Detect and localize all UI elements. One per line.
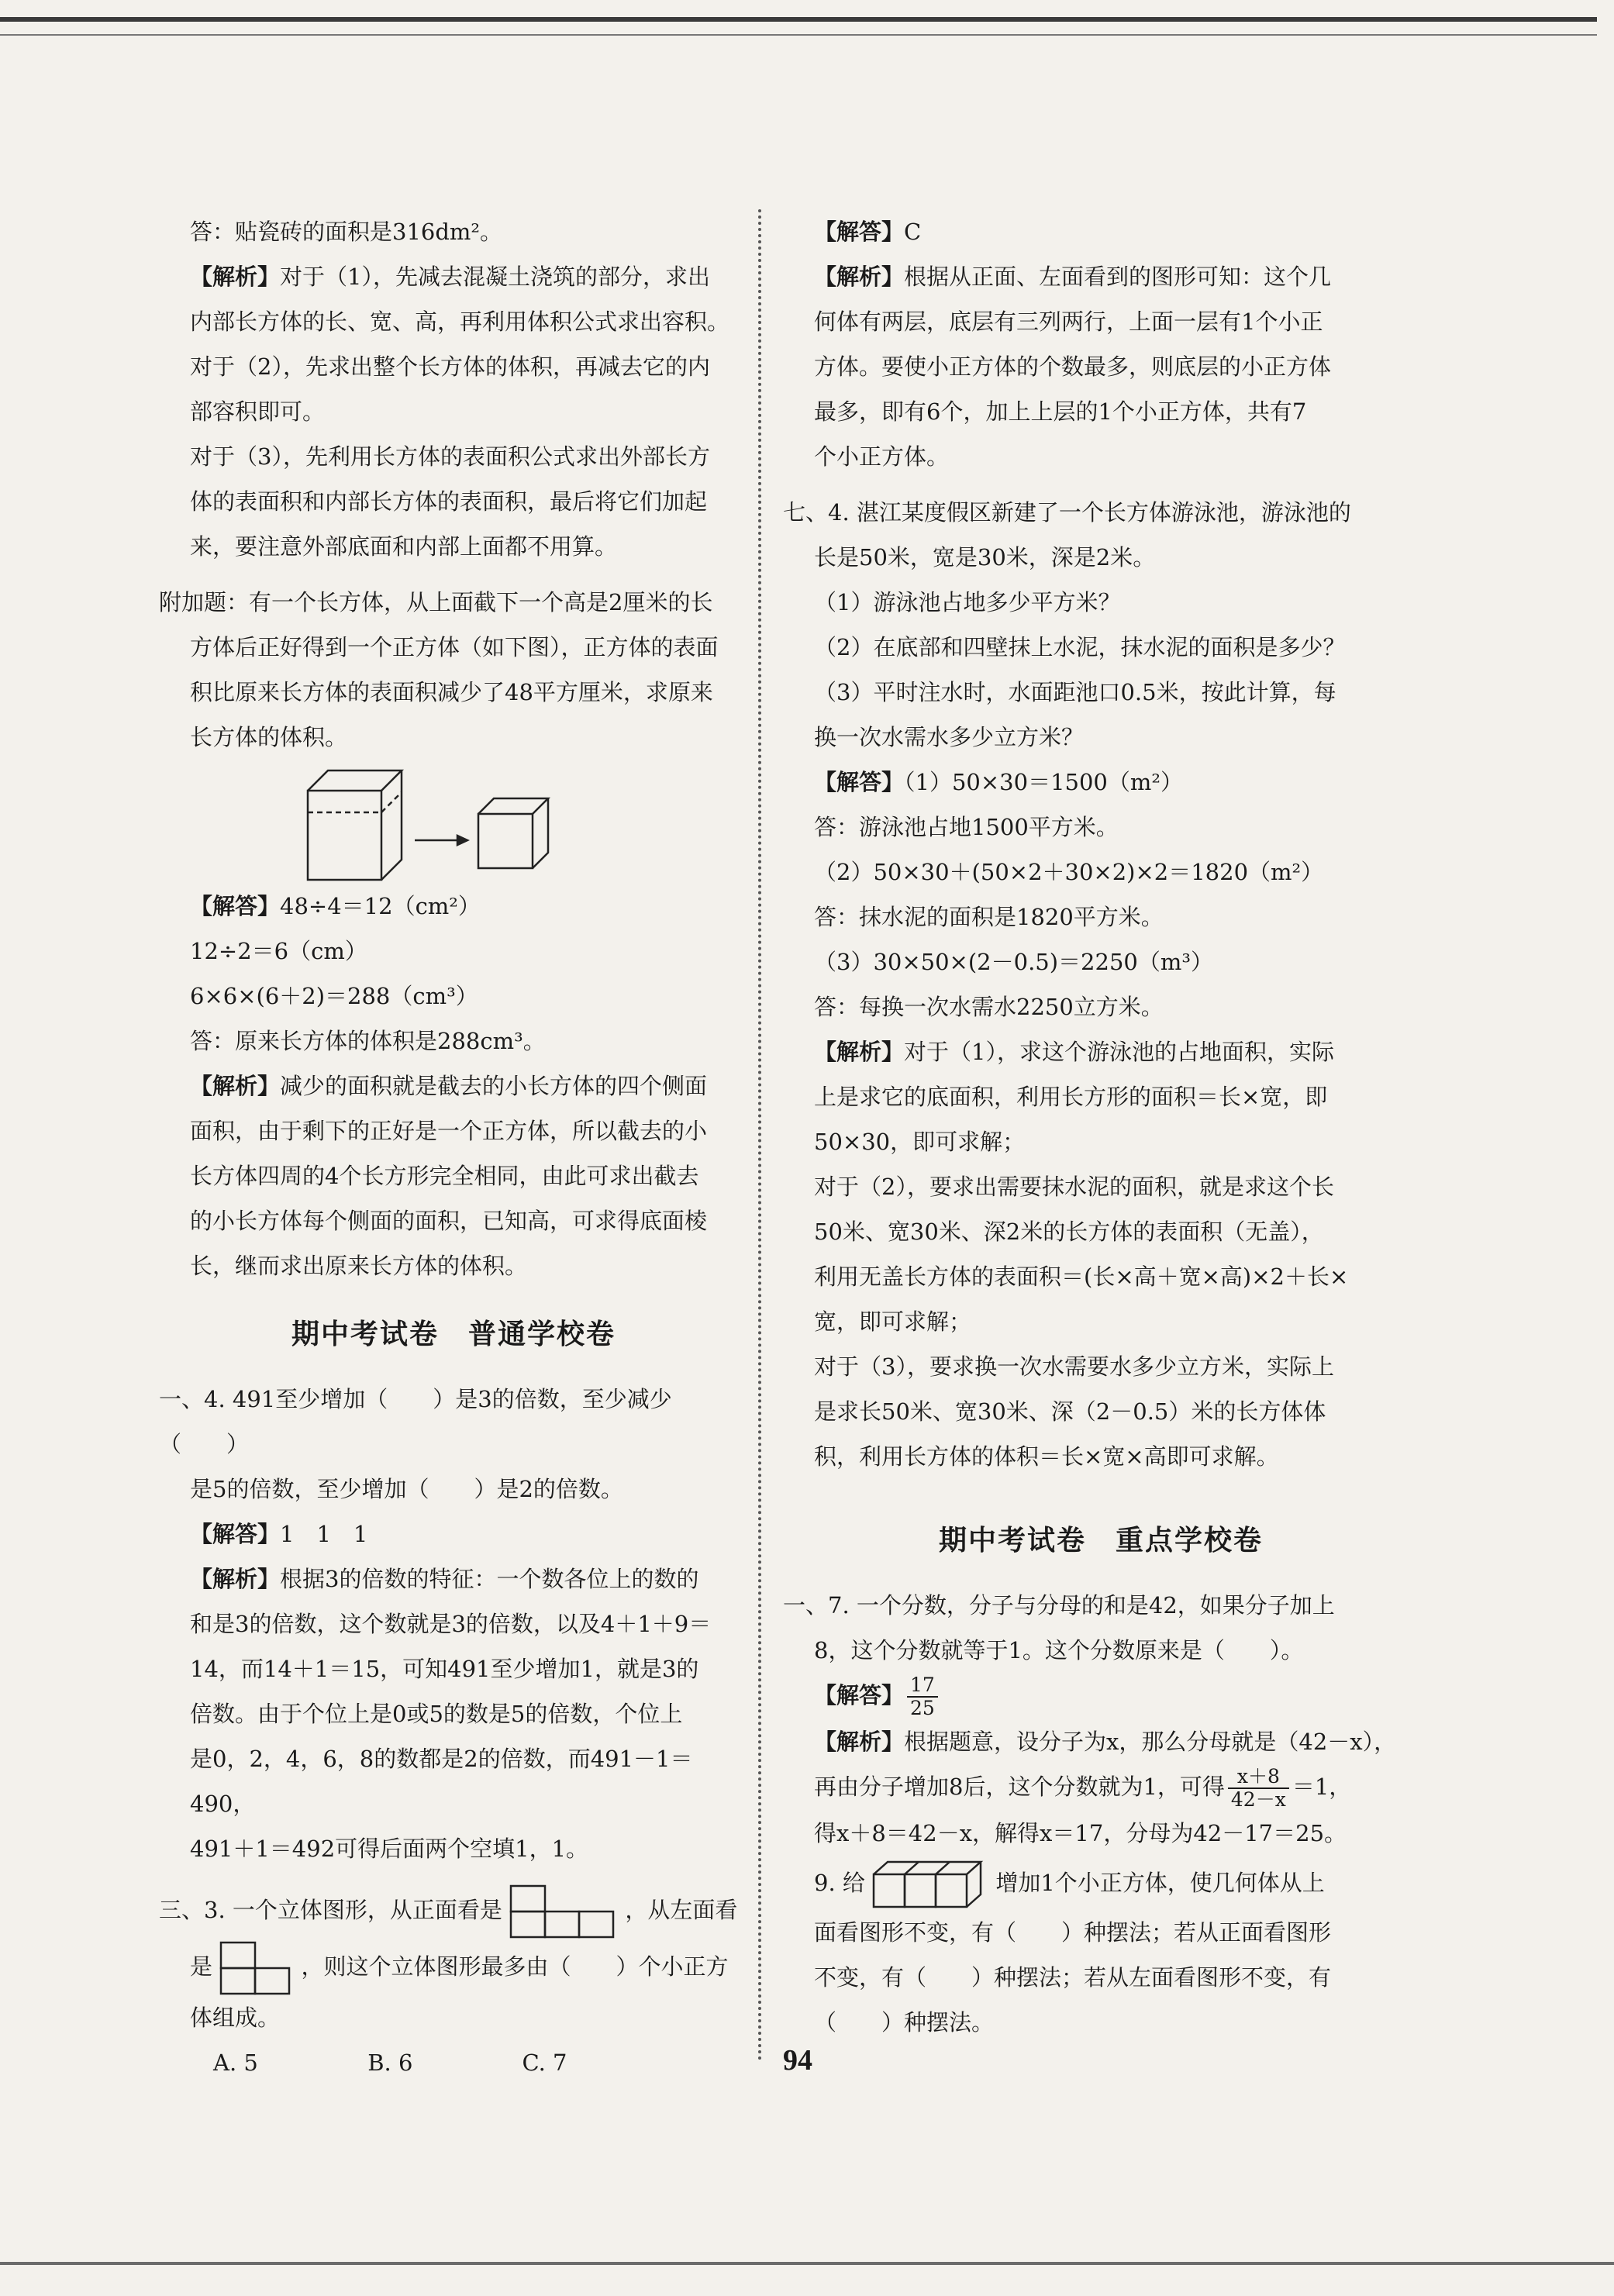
text-line: 和是3的倍数，这个数就是3的倍数，以及4＋1＋9＝	[190, 1611, 712, 1637]
text: 增加1个小正方体，使几何体从上	[995, 1870, 1325, 1896]
text-line: 利用无盖长方体的表面积＝(长×高＋宽×高)×2＋长×	[814, 1263, 1349, 1290]
text: （1）50×30＝1500（m²）	[904, 769, 1183, 795]
solution-paragraph	[783, 760, 1419, 805]
text-line: 部容积即可。	[190, 398, 326, 425]
text-line: 对于（3），要求换一次水需要水多少立方米，实际上	[814, 1353, 1334, 1380]
right-column	[783, 209, 1419, 2045]
options	[159, 2040, 748, 2085]
text-line: 50×30，即可求解；	[814, 1129, 1026, 1155]
equation-line: （3）30×50×(2－0.5)＝2250（m³）	[814, 949, 1213, 975]
text-line: 体的表面积和内部长方体的表面积，最后将它们加起	[190, 488, 708, 515]
text: 根据题意，设分子为x，那么分母就是（42－x），	[904, 1729, 1397, 1755]
question-line: 长是50米，宽是30米，深是2米。	[814, 544, 1156, 571]
text: 根据3的倍数的特征：一个数各位上的数的	[280, 1566, 699, 1592]
question-line: 一、4. 491至少增加（ ）是3的倍数，至少减少（ ）	[159, 1386, 672, 1457]
text-line: 个小正方体。	[814, 443, 950, 470]
text-line: 积，利用长方体的体积＝长×宽×高即可求解。	[814, 1443, 1279, 1470]
analysis-paragraph	[159, 1557, 748, 1601]
question-line: 8，这个分数就等于1。这个分数原来是（ ）。	[814, 1637, 1304, 1663]
question-line	[783, 1856, 1419, 1910]
text: 根据从正面、左面看到的图形可知：这个几	[904, 264, 1332, 290]
answer-line: 答：抹水泥的面积是1820平方米。	[814, 904, 1164, 930]
analysis-paragraph	[159, 1064, 748, 1108]
text-line: 对于（3），先利用长方体的表面积公式求出外部长方	[190, 443, 710, 470]
section-title: 期中考试卷 普通学校卷	[291, 1319, 616, 1350]
analysis-tag: 【解析】	[190, 1073, 281, 1099]
text-line: 方体后正好得到一个正方体（如下图），正方体的表面	[190, 634, 719, 660]
analysis-tag: 【解析】	[814, 1729, 905, 1755]
solution-tag: 【解答】	[814, 769, 905, 795]
left-view-figure	[219, 1941, 294, 1995]
text-line: 14，而14＋1＝15，可知491至少增加1，就是3的	[190, 1656, 699, 1682]
solution-paragraph	[159, 1512, 748, 1557]
cuboid-to-cube-diagram	[306, 767, 554, 884]
block-row-figure	[872, 1859, 988, 1910]
text-line: 的小长方体每个侧面的面积，已知高，可求得底面棱	[190, 1208, 708, 1234]
text-line	[783, 1764, 1419, 1811]
question-line: （2）在底部和四壁抹上水泥，抹水泥的面积是多少？	[814, 634, 1346, 660]
text: 是	[190, 1953, 213, 1980]
front-view-figure	[509, 1884, 618, 1939]
text-line: 50米、宽30米、深2米的长方体的表面积（无盖），	[814, 1219, 1324, 1245]
bottom-rule	[0, 2262, 1614, 2265]
text: 对于（1），先减去混凝土浇筑的部分，求出	[280, 264, 710, 290]
cuboid-to-cube-figure	[306, 767, 748, 884]
answer-line: 答：每换一次水需水2250立方米。	[814, 994, 1164, 1020]
question-line: 体组成。	[190, 2005, 281, 2031]
text: ＝1，	[1292, 1774, 1352, 1800]
text: C	[904, 219, 922, 245]
question-line	[159, 1882, 748, 1939]
solution-tag: 【解答】	[814, 219, 905, 245]
text: ，则这个立体图形最多由（ ）个小正方	[301, 1953, 729, 1980]
equation-line: 12÷2＝6（cm）	[190, 938, 367, 964]
analysis-tag: 【解析】	[814, 264, 905, 290]
fraction-denominator: 42－x	[1230, 1788, 1286, 1811]
left-column	[159, 209, 748, 2085]
analysis-tag: 【解析】	[814, 1039, 905, 1065]
answer-line: 答：贴瓷砖的面积是316dm²。	[190, 219, 503, 245]
solution-tag: 【解答】	[190, 893, 281, 919]
answer-line: 答：原来长方体的体积是288cm³。	[190, 1028, 546, 1054]
text-line: 上是求它的底面积，利用长方形的面积＝长×宽，即	[814, 1084, 1328, 1110]
question-line	[159, 1939, 748, 1995]
text: 再由分子增加8后，这个分数就为1，可得	[814, 1774, 1225, 1800]
text-line: 长，继而求出原来长方体的体积。	[190, 1253, 528, 1279]
question-line: （3）平时注水时，水面距池口0.5米，按此计算，每	[814, 679, 1336, 705]
text-line: 长方体的体积。	[190, 724, 348, 750]
fraction	[907, 1674, 938, 1719]
solution-paragraph	[783, 1673, 1419, 1719]
analysis-paragraph	[783, 1719, 1419, 1764]
analysis-paragraph	[783, 254, 1419, 299]
text: 9. 给	[814, 1870, 865, 1896]
text-line: 得x＋8＝42－x，解得x＝17，分母为42－17＝25。	[814, 1820, 1347, 1846]
bonus-question: 附加题：有一个长方体，从上面截下一个高是2厘米的长	[159, 589, 713, 615]
text-line: 宽，即可求解；	[814, 1308, 972, 1335]
fraction-numerator: 17	[907, 1674, 938, 1698]
question-line: （ ）种摆法。	[814, 2009, 995, 2036]
text-line: 491＋1＝492可得后面两个空填1，1。	[190, 1836, 589, 1862]
equation-line: （2）50×30＋(50×2＋30×2)×2＝1820（m²）	[814, 859, 1324, 885]
question-line: 面看图形不变，有（ ）种摆法；若从正面看图形	[814, 1919, 1332, 1946]
text: 减少的面积就是截去的小长方体的四个侧面	[280, 1073, 708, 1099]
page-number: 94	[783, 2044, 812, 2077]
top-rule-thin	[0, 34, 1597, 36]
question-line: （1）游泳池占地多少平方米？	[814, 589, 1121, 615]
question-line: 换一次水需水多少立方米？	[814, 724, 1085, 750]
analysis-tag: 【解析】	[190, 1566, 281, 1592]
text-line: 最多，即有6个，加上上层的1个小正方体，共有7	[814, 398, 1307, 425]
option-b: B. 6	[367, 2050, 413, 2076]
question-line: 是5的倍数，至少增加（ ）是2的倍数。	[190, 1476, 623, 1502]
text: 对于（1），求这个游泳池的占地面积，实际	[904, 1039, 1334, 1065]
solution-paragraph	[159, 884, 748, 929]
answer-line: 答：游泳池占地1500平方米。	[814, 814, 1119, 840]
solution-tag: 【解答】	[190, 1521, 281, 1547]
text-line: 面积，由于剩下的正好是一个正方体，所以截去的小	[190, 1118, 708, 1144]
text-line: 何体有两层，底层有三列两行，上面一层有1个小正	[814, 309, 1323, 335]
text-line: 内部长方体的长、宽、高，再利用体积公式求出容积。	[190, 309, 730, 335]
text-line: 是0，2，4，6，8的数都是2的倍数，而491－1＝490，	[190, 1746, 693, 1817]
question-line: 一、7. 一个分数，分子与分母的和是42，如果分子加上	[783, 1592, 1335, 1619]
text-line: 积比原来长方体的表面积减少了48平方厘米，求原来	[190, 679, 713, 705]
equation-line: 6×6×(6＋2)＝288（cm³）	[190, 983, 478, 1009]
text-line: 是求长50米、宽30米、深（2－0.5）米的长方体体	[814, 1398, 1326, 1425]
fraction	[1228, 1766, 1289, 1811]
column-divider	[758, 209, 761, 2062]
analysis-tag: 【解析】	[190, 264, 281, 290]
option-a: A. 5	[213, 2050, 258, 2076]
fraction-numerator: x＋8	[1228, 1766, 1289, 1789]
text-line: 方体。要使小正方体的个数最多，则底层的小正方体	[814, 353, 1332, 380]
text: 三、3. 一个立体图形，从正面看是	[159, 1897, 502, 1923]
top-rule	[0, 17, 1597, 22]
text: 48÷4＝12（cm²）	[280, 893, 481, 919]
text-line: 来，要注意外部底面和内部上面都不用算。	[190, 533, 618, 560]
analysis-paragraph	[159, 254, 748, 299]
text: 1 1 1	[280, 1521, 368, 1547]
solution-tag: 【解答】	[814, 1682, 905, 1708]
solution-paragraph	[783, 209, 1419, 254]
analysis-paragraph	[783, 1029, 1419, 1074]
question-line: 不变，有（ ）种摆法；若从左面看图形不变，有	[814, 1964, 1332, 1991]
text-line: 长方体四周的4个长方形完全相同，由此可求出截去	[190, 1163, 699, 1189]
text: ，从左面看	[625, 1897, 738, 1923]
section-title: 期中考试卷 重点学校卷	[938, 1525, 1263, 1557]
option-c: C. 7	[522, 2050, 567, 2076]
text-line: 对于（2），要求出需要抹水泥的面积，就是求这个长	[814, 1174, 1334, 1200]
text-line: 对于（2），先求出整个长方体的体积，再减去它的内	[190, 353, 710, 380]
text-line: 倍数。由于个位上是0或5的数是5的倍数，个位上	[190, 1701, 683, 1727]
fraction-denominator: 25	[910, 1697, 935, 1719]
question-line: 七、4. 湛江某度假区新建了一个长方体游泳池，游泳池的	[783, 499, 1351, 526]
